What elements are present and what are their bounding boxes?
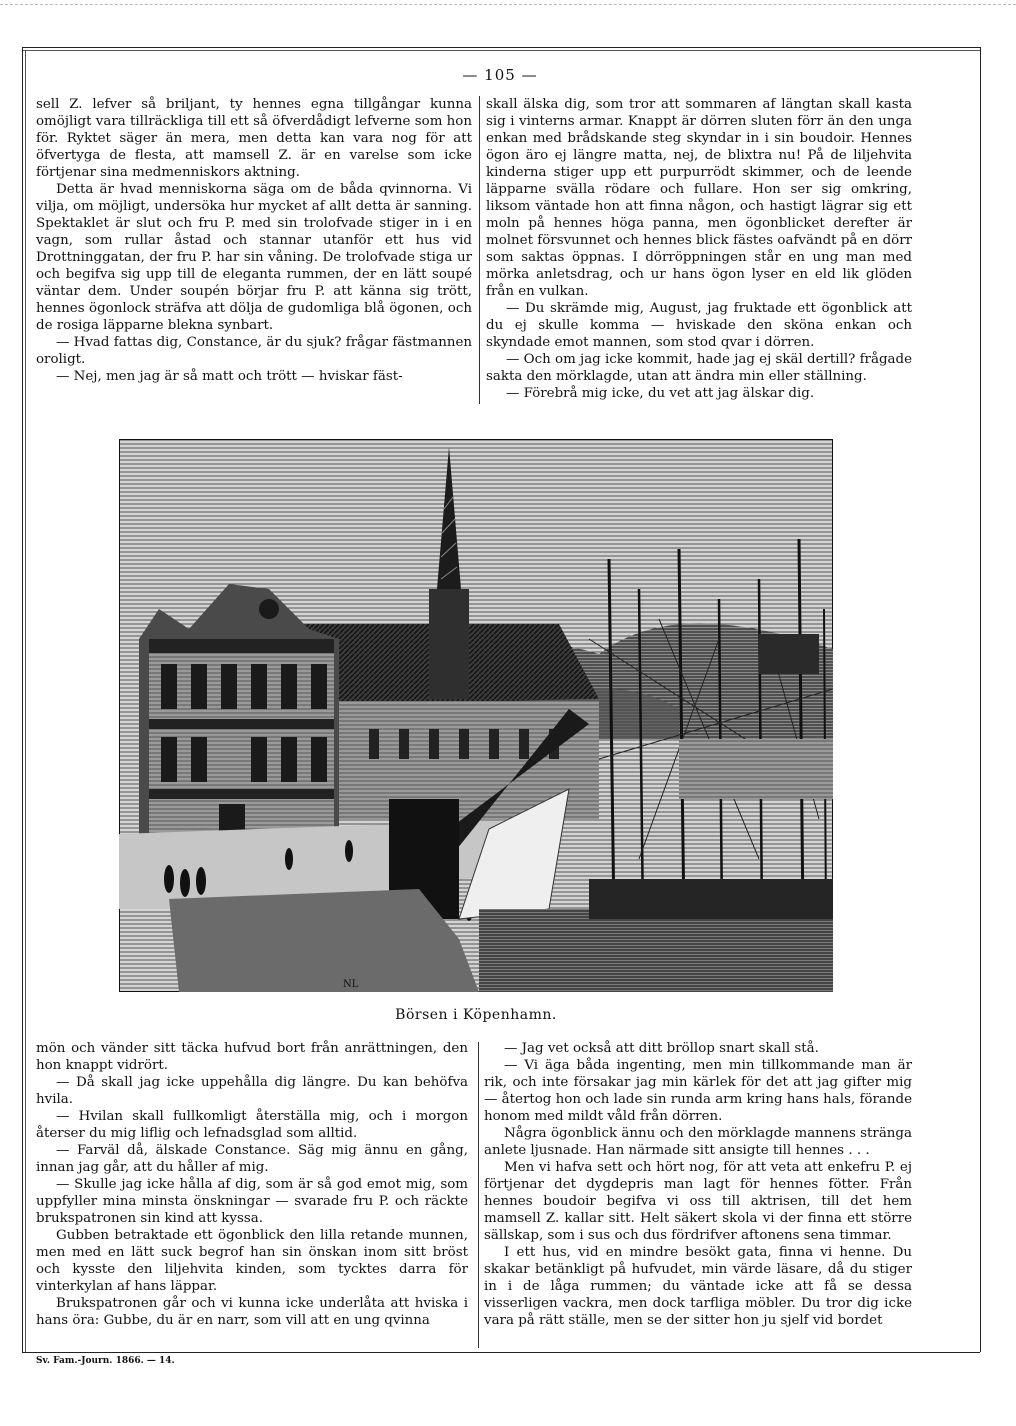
paragraph: Brukspatronen går och vi kunna icke underlåta att hviska i hans öra: Gubbe, du är en narr, som vill att en ung qvinna xyxy=(36,1296,468,1328)
column-divider-bottom xyxy=(478,1042,479,1348)
paragraph: mön och vänder sitt täcka hufvud bort från anrättningen, den hon knappt vidrört. xyxy=(36,1041,468,1073)
journal-footer: Sv. Fam.-Journ. 1866. — 14. xyxy=(36,1356,175,1366)
paragraph: — Du skrämde mig, August, jag fruktade ett ögonblick att du ej skulle komma — hviskade den sköna enkan och skyndade emot mannen, som stod qvar i dörren. xyxy=(486,301,912,350)
paragraph: — Nej, men jag är så matt och trött — hviskar fäst- xyxy=(56,369,403,384)
paragraph: — Jag vet också att ditt bröllop snart skall stå. xyxy=(504,1041,819,1056)
paragraph: Men vi hafva sett och hört nog, för att veta att enkefru P. ej förtjenar det dygdepris man lagt för hennes fötter. Från hennes boudoir begifva vi oss till aktrisen, till det hem mamsell Z. kallar sitt. Helt säkert skola vi der finna ett större sällskap, som i sus och dus fördrifver aftonens sena timmar. xyxy=(484,1160,912,1243)
ship-sail xyxy=(759,634,819,674)
warehouses xyxy=(679,739,833,799)
paragraph: — Skulle jag icke hålla af dig, som är så god emot mig, som uppfyller mina minsta önskningar — svarade fru P. och räckte brukspatronen sin kind att kyssa. xyxy=(36,1177,468,1226)
page-edge-dots xyxy=(0,4,1016,5)
illustration-caption: Börsen i Köpenhamn. xyxy=(395,1007,557,1023)
paragraph: sell Z. lefver så briljant, ty hennes egna tillgångar kunna omöjligt vara tillräckliga till ett så öfverdådigt lefverne som hon för. Ryktet säger än mera, men detta kan vara nog för att öfvertyga de flesta, att mamsell Z. är en varelse som icke förtjenar sina medmenniskors aktning. xyxy=(36,97,472,180)
paragraph: Detta är hvad menniskorna säga om de båda qvinnorna. Vi vilja, om möjligt, undersöka hur mycket af allt detta är sanning. Spektaklet är slut och fru P. med sin trolofvade stiger in i en vagn, som rullar åstad och stannar utanför ett hus vid Drottninggatan, der fru P. har sin våning. De trolofvade stiga ur och begifva sig upp till de eleganta rummen, der en lätt soupé väntar dem. Under soupén börjar fru P. att känna sig trött, hennes ögonlock sträfva att dölja de gudomliga blå ögonen, och de rosiga läpparne blekna synbart. xyxy=(36,182,472,333)
frame-rule-left-inner xyxy=(25,50,26,1352)
frame-rule-top-inner xyxy=(22,50,980,51)
paragraph: I ett hus, vid en mindre besökt gata, finna vi henne. Du skakar betänkligt på hufvudet, min värde läsare, då du stiger in i de låga rummen; du väntade icke att få se dessa visserligen vackra, men dock tarfliga möbler. Du tror dig icke vara på rätt ställe, men se der sitter hon ju sjelf vid bordet xyxy=(484,1245,912,1328)
frame-rule-top xyxy=(22,47,980,48)
frame-rule-right xyxy=(980,47,981,1352)
column-bottom-left xyxy=(36,1040,468,1329)
paragraph: — Och om jag icke kommit, hade jag ej skäl dertill? frågade sakta den mörklagde, utan att ändra min eller ställning. xyxy=(486,352,912,384)
water xyxy=(479,909,833,992)
paragraph: — Då skall jag icke uppehålla dig längre. Du kan behöfva hvila. xyxy=(36,1075,468,1107)
column-bottom-right xyxy=(484,1040,912,1329)
paragraph: — Farväl då, älskade Constance. Säg mig ännu en gång, innan jag går, att du håller af mig. xyxy=(36,1143,468,1175)
column-divider-top xyxy=(479,96,480,404)
page-number: — 105 — xyxy=(462,66,538,84)
ship-hulls xyxy=(589,879,833,919)
engraver-signature: NL xyxy=(343,979,359,990)
paragraph: — Hvad fattas dig, Constance, är du sjuk? frågar fästmannen oroligt. xyxy=(36,335,472,367)
engraving-borsen-copenhagen xyxy=(119,439,833,992)
frame-rule-left xyxy=(22,47,23,1352)
column-top-right xyxy=(486,96,912,402)
paragraph: — Vi äga båda ingenting, men min tillkommande man är rik, och inte försakar jag min kärlek för det att jag gifter mig — återtog hon och lade sin runda arm kring hans hals, förande honom med mildt våld från dörren. xyxy=(484,1058,912,1124)
paragraph: skall älska dig, som tror att sommaren af längtan skall kasta sig i vinterns armar. Knappt är dörren sluten förr än den unga enkan med brådskande steg skyndar in i sin boudoir. Hennes ögon äro ej längre matta, nej, de blixtra nu! På de liljehvita kinderna stiger upp ett purpurrödt skimmer, och de leende läpparne svälla rödare och fullare. Hon ser sig omkring, liksom väntade hon att finna någon, och hastigt lägrar sig ett moln på hennes höga panna, men ögonblicket derefter är molnet försvunnet och hennes blick fästes oafvändt på en dörr som saktas öppnas. I dörröppningen står en ung man med mörka anletsdrag, och ur hans ögon lyser en eld lik glöden från en vulkan. xyxy=(486,97,912,299)
paragraph: Några ögonblick ännu och den mörklagde mannens stränga anlete ljusnade. Han närmade sitt ansigte till hennes . . . xyxy=(484,1126,912,1158)
frame-rule-bottom xyxy=(22,1352,980,1353)
column-top-left xyxy=(36,96,472,385)
paragraph: Gubben betraktade ett ögonblick den lilla retande munnen, men med en lätt suck begrof han sin önskan inom sitt bröst och kysste den liljehvita kinden, som tycktes darra för vinterkylan af hans läppar. xyxy=(36,1228,468,1294)
paragraph: — Förebrå mig icke, du vet att jag älskar dig. xyxy=(506,386,815,401)
spire-tower xyxy=(429,589,469,699)
paragraph: — Hvilan skall fullkomligt återställa mig, och i morgon återser du mig liflig och lefnadsglad som alltid. xyxy=(36,1109,468,1141)
